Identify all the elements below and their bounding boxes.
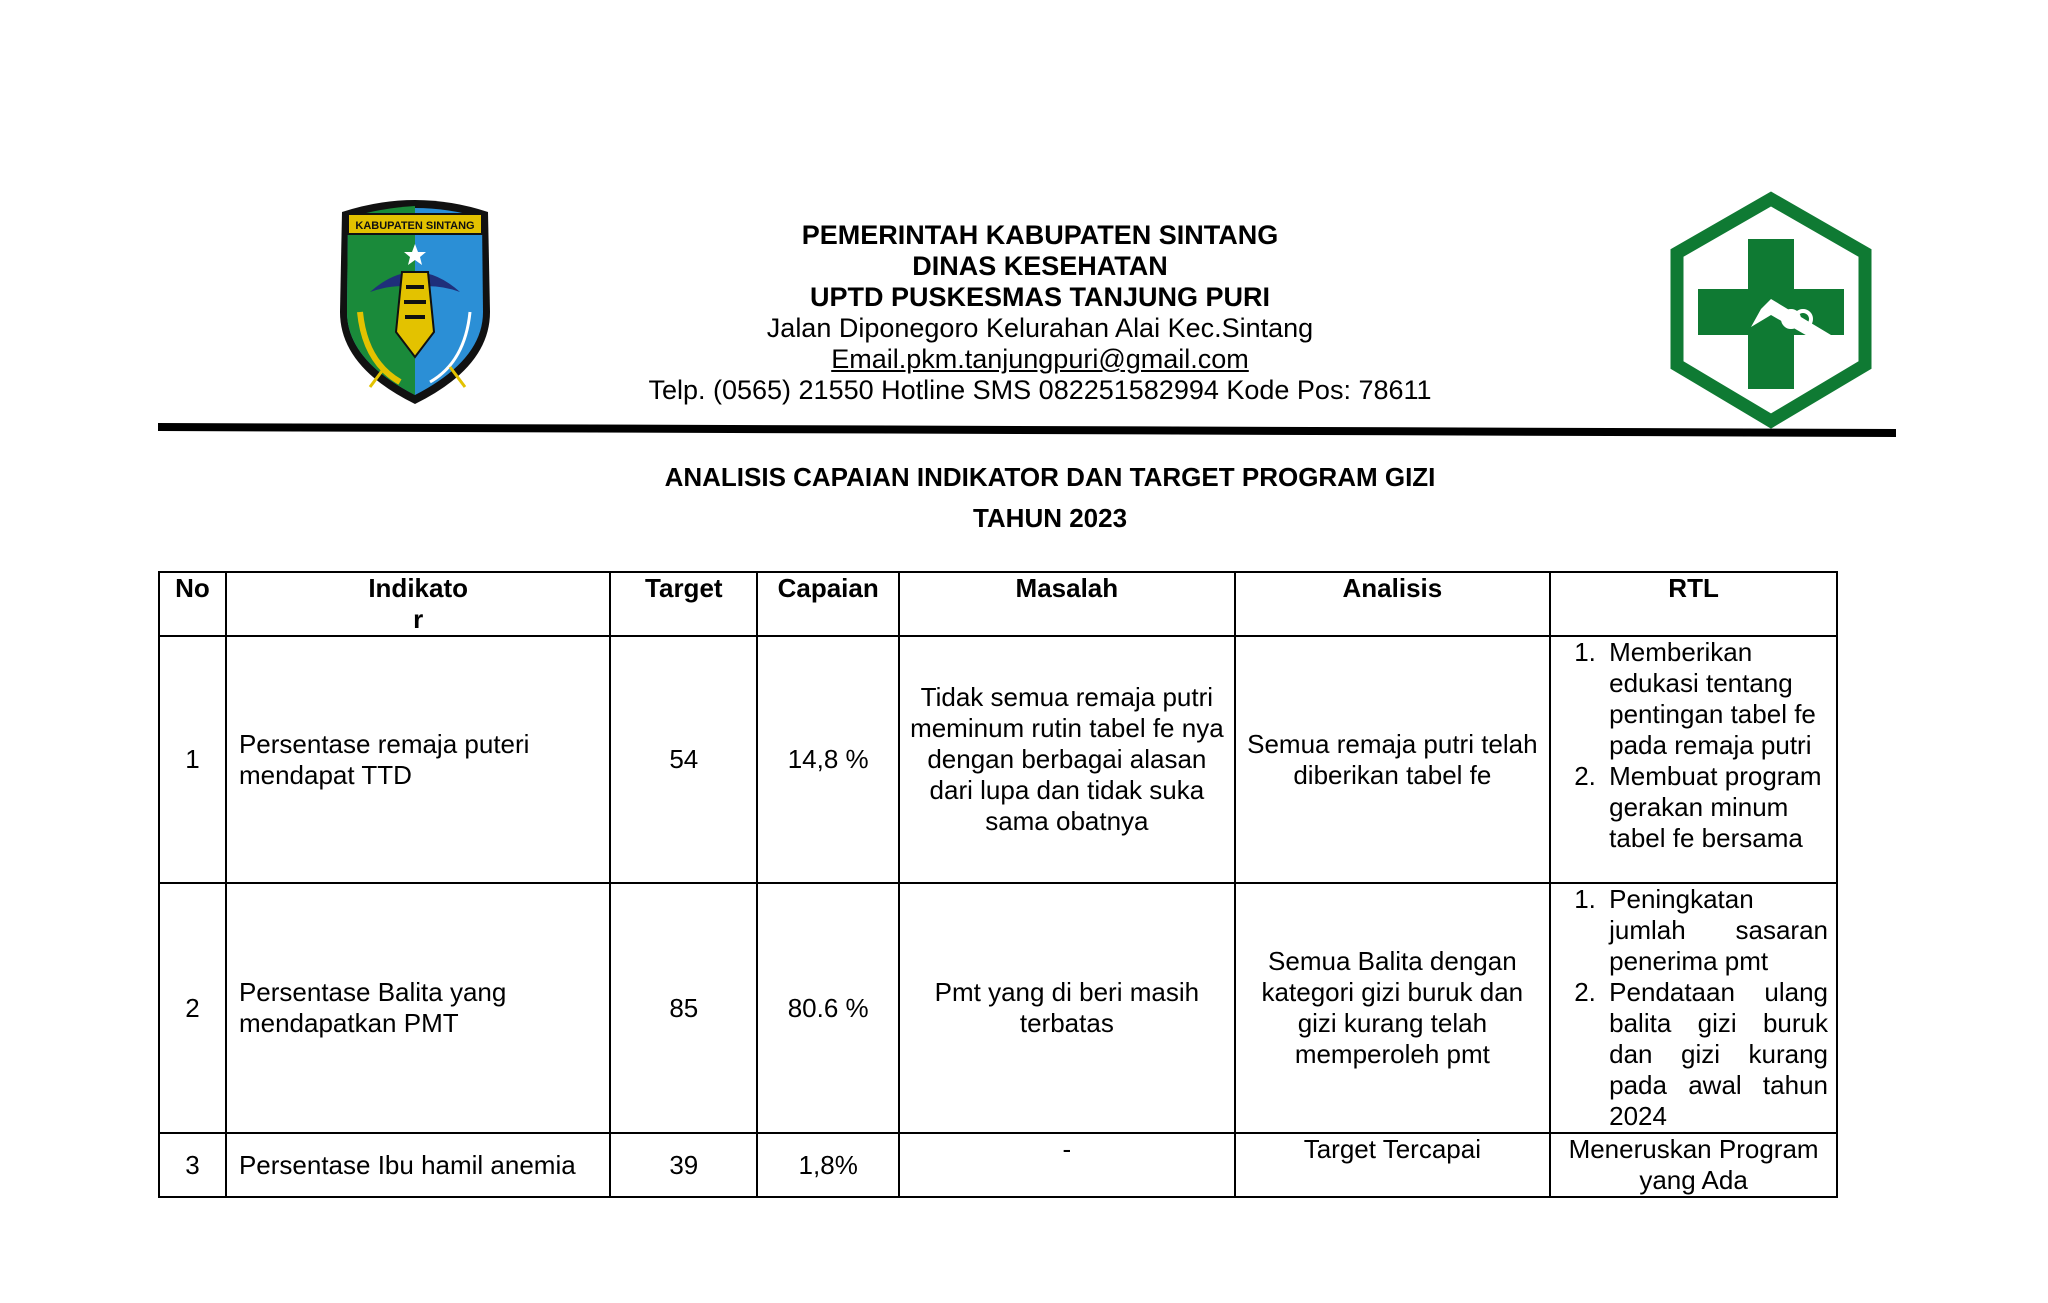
letterhead-email[interactable]: Email.pkm.tanjungpuri@gmail.com (831, 344, 1249, 374)
cell-rtl (1550, 636, 1837, 883)
table-row (159, 1133, 1837, 1197)
letterhead-department: DINAS KESEHATAN (912, 251, 1168, 281)
cell-target: 85 (610, 883, 757, 1133)
cell-no: 3 (159, 1133, 226, 1197)
rtl-list (1559, 884, 1828, 1132)
rtl-item: 2. Pendataan ulang balita gizi buruk dan gizi kurang pada awal tahun 2024 (1603, 977, 1828, 1132)
puskesmas-logo (1665, 191, 1877, 431)
cell-indikator: Persentase Ibu hamil anemia (226, 1133, 610, 1197)
letterhead (600, 220, 1480, 406)
cell-capaian: 14,8 % (757, 636, 899, 883)
cell-rtl: Meneruskan Program yang Ada (1550, 1133, 1837, 1197)
cell-indikator: Persentase remaja puteri mendapat TTD (226, 636, 610, 883)
header-masalah: Masalah (899, 572, 1234, 636)
cell-analisis: Semua remaja putri telah diberikan tabel fe (1235, 636, 1551, 883)
header-target: Target (610, 572, 757, 636)
cell-masalah: Pmt yang di beri masih terbatas (899, 883, 1234, 1133)
kabupaten-sintang-logo (330, 192, 500, 407)
rtl-list (1559, 637, 1828, 854)
document-title-line1: ANALISIS CAPAIAN INDIKATOR DAN TARGET PROGRAM GIZI (664, 462, 1436, 492)
cell-capaian: 1,8% (757, 1133, 899, 1197)
letterhead-divider (158, 420, 1896, 438)
rtl-item: 1. Memberikan edukasi tentang pentingan tabel fe pada remaja putri (1603, 637, 1828, 761)
cell-indikator: Persentase Balita yang mendapatkan PMT (226, 883, 610, 1133)
cell-target: 54 (610, 636, 757, 883)
letterhead-address: Jalan Diponegoro Kelurahan Alai Kec.Sintang (766, 313, 1314, 343)
cell-masalah: - (899, 1133, 1234, 1197)
header-indikator-part2: r (413, 604, 424, 634)
indicator-table (158, 571, 1838, 1198)
document-title (500, 457, 1600, 539)
header-rtl: RTL (1550, 572, 1837, 636)
table-row (159, 883, 1837, 1133)
document-title-year: TAHUN 2023 (972, 503, 1128, 533)
header-no: No (159, 572, 226, 636)
table-row (159, 636, 1837, 883)
cell-capaian: 80.6 % (757, 883, 899, 1133)
header-indikator-part1: Indikato (368, 573, 468, 603)
rtl-item: 2. Membuat program gerakan minum tabel fe bersama (1603, 761, 1828, 854)
cell-no: 2 (159, 883, 226, 1133)
cell-masalah: Tidak semua remaja putri meminum rutin tabel fe nya dengan berbagai alasan dari lupa dan tidak suka sama obatnya (899, 636, 1234, 883)
rtl-item: 1. Peningkatan jumlah sasaran penerima pmt (1603, 884, 1828, 977)
header-capaian: Capaian (757, 572, 899, 636)
cell-analisis: Target Tercapai (1235, 1133, 1551, 1197)
letterhead-institution: UPTD PUSKESMAS TANJUNG PURI (809, 282, 1271, 312)
cell-target: 39 (610, 1133, 757, 1197)
header-indikator (226, 572, 610, 636)
table-header-row (159, 572, 1837, 636)
svg-text:KABUPATEN SINTANG: KABUPATEN SINTANG (355, 220, 475, 232)
cell-rtl (1550, 883, 1837, 1133)
cell-analisis: Semua Balita dengan kategori gizi buruk dan gizi kurang telah memperoleh pmt (1235, 883, 1551, 1133)
letterhead-government: PEMERINTAH KABUPATEN SINTANG (801, 220, 1279, 250)
cell-no: 1 (159, 636, 226, 883)
letterhead-phone: Telp. (0565) 21550 Hotline SMS 082251582994 Kode Pos: 78611 (648, 375, 1432, 405)
header-analisis: Analisis (1235, 572, 1551, 636)
